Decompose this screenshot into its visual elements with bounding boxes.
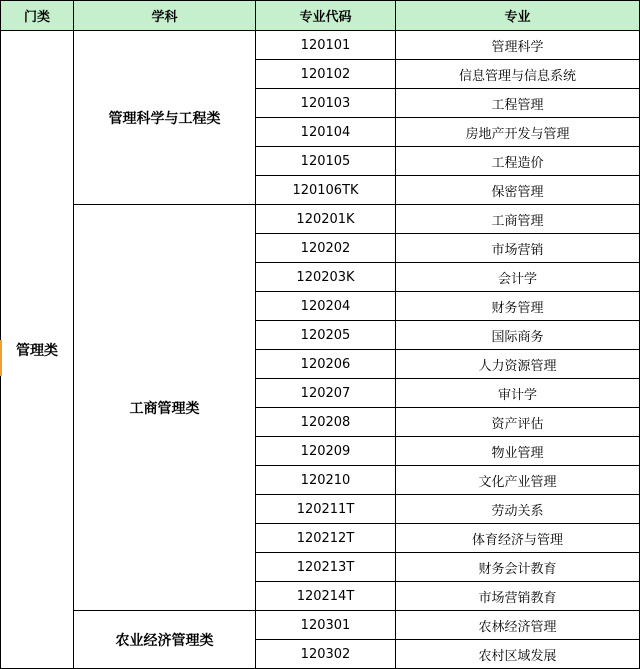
code-cell[interactable]: 120213T: [256, 553, 396, 582]
major-cell[interactable]: 劳动关系: [396, 495, 640, 524]
code-cell[interactable]: 120102: [256, 60, 396, 89]
subject-cell[interactable]: 管理科学与工程类: [74, 31, 256, 205]
code-cell[interactable]: 120105: [256, 147, 396, 176]
code-cell[interactable]: 120211T: [256, 495, 396, 524]
major-cell[interactable]: 审计学: [396, 379, 640, 408]
major-cell[interactable]: 会计学: [396, 263, 640, 292]
major-cell[interactable]: 人力资源管理: [396, 350, 640, 379]
major-cell[interactable]: 信息管理与信息系统: [396, 60, 640, 89]
code-cell[interactable]: 120210: [256, 466, 396, 495]
header-major[interactable]: 专业: [396, 1, 640, 31]
code-cell[interactable]: 120206: [256, 350, 396, 379]
code-cell[interactable]: 120106TK: [256, 176, 396, 205]
code-cell[interactable]: 120202: [256, 234, 396, 263]
major-cell[interactable]: 文化产业管理: [396, 466, 640, 495]
code-cell[interactable]: 120101: [256, 31, 396, 60]
code-cell[interactable]: 120302: [256, 640, 396, 669]
code-cell[interactable]: 120203K: [256, 263, 396, 292]
major-cell[interactable]: 财务会计教育: [396, 553, 640, 582]
code-cell[interactable]: 120301: [256, 611, 396, 640]
major-cell[interactable]: 工程造价: [396, 147, 640, 176]
header-subject[interactable]: 学科: [74, 1, 256, 31]
code-cell[interactable]: 120208: [256, 408, 396, 437]
major-cell[interactable]: 财务管理: [396, 292, 640, 321]
header-category[interactable]: 门类: [1, 1, 74, 31]
category-cell[interactable]: 管理类: [1, 31, 74, 669]
major-cell[interactable]: 农村区域发展: [396, 640, 640, 669]
table-row: [1, 31, 640, 60]
table-row: [1, 611, 640, 640]
subject-cell[interactable]: 农业经济管理类: [74, 611, 256, 669]
major-cell[interactable]: 国际商务: [396, 321, 640, 350]
major-cell[interactable]: 保密管理: [396, 176, 640, 205]
subject-cell[interactable]: 工商管理类: [74, 205, 256, 611]
table-header: [1, 1, 640, 31]
major-cell[interactable]: 资产评估: [396, 408, 640, 437]
major-cell[interactable]: 农林经济管理: [396, 611, 640, 640]
major-cell[interactable]: 房地产开发与管理: [396, 118, 640, 147]
code-cell[interactable]: 120103: [256, 89, 396, 118]
major-cell[interactable]: 市场营销: [396, 234, 640, 263]
major-cell[interactable]: 工商管理: [396, 205, 640, 234]
code-cell[interactable]: 120212T: [256, 524, 396, 553]
code-cell[interactable]: 120207: [256, 379, 396, 408]
code-cell[interactable]: 120205: [256, 321, 396, 350]
table-body: [1, 31, 640, 669]
major-cell[interactable]: 工程管理: [396, 89, 640, 118]
code-cell[interactable]: 120201K: [256, 205, 396, 234]
header-row: [1, 1, 640, 31]
table-row: [1, 205, 640, 234]
code-cell[interactable]: 120214T: [256, 582, 396, 611]
code-cell[interactable]: 120104: [256, 118, 396, 147]
major-cell[interactable]: 体育经济与管理: [396, 524, 640, 553]
code-cell[interactable]: 120209: [256, 437, 396, 466]
major-cell[interactable]: 市场营销教育: [396, 582, 640, 611]
major-cell[interactable]: 管理科学: [396, 31, 640, 60]
major-cell[interactable]: 物业管理: [396, 437, 640, 466]
selection-edge-marker: [0, 340, 2, 376]
code-cell[interactable]: 120204: [256, 292, 396, 321]
header-code[interactable]: 专业代码: [256, 1, 396, 31]
